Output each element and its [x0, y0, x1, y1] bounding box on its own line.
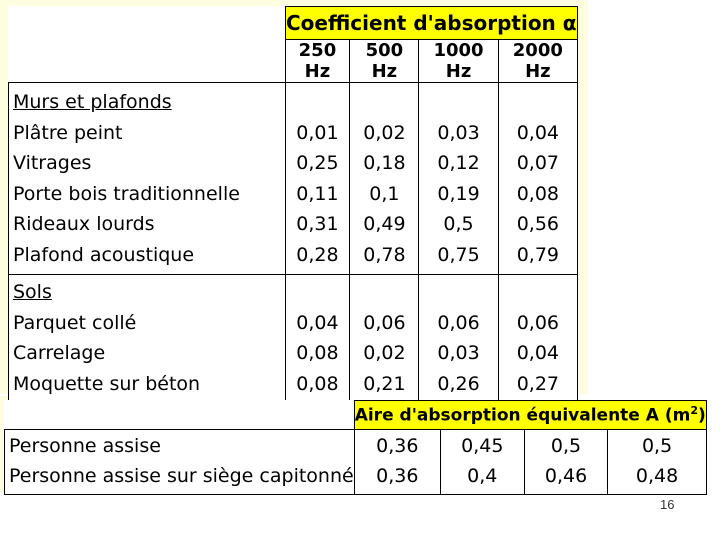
- col-500-floors: [350, 275, 419, 404]
- cell-value: 0,25: [296, 152, 339, 174]
- section-title: Murs et plafonds: [13, 91, 172, 113]
- cell-value: 0,49: [363, 213, 406, 235]
- cell-value: 0,06: [363, 311, 406, 334]
- row-label: Moquette sur béton: [13, 372, 201, 395]
- cell-value: 0,12: [437, 152, 480, 174]
- cell-value: 0,19: [437, 182, 480, 205]
- absorption-coefficient-table: [8, 6, 578, 404]
- cell-value: 0,04: [516, 121, 559, 144]
- row-label: Plafond acoustique: [13, 243, 195, 266]
- page-number: 16: [660, 497, 675, 512]
- header-text: Aire d'absorption équivalente A (m: [354, 405, 691, 426]
- cell-value: 0,18: [363, 152, 406, 174]
- persons-labels: [5, 429, 355, 494]
- cell-value: 0,36: [376, 434, 419, 457]
- cell-value: 0,46: [544, 465, 588, 487]
- freq-1000: 1000 Hz: [419, 40, 498, 83]
- row-label: Personne assise sur siège capitonné: [9, 465, 354, 487]
- cell-value: 0,08: [516, 182, 559, 205]
- cell-value: 0,5: [641, 434, 673, 457]
- col-1000-persons: [524, 429, 608, 494]
- freq-2000: 2000 Hz: [498, 40, 577, 83]
- cell-value: 0,02: [363, 342, 406, 364]
- equivalent-absorption-table: [4, 400, 707, 495]
- cell-value: 0,31: [296, 213, 339, 235]
- cell-value: 0,01: [296, 121, 339, 144]
- cell-value: 0,04: [516, 342, 559, 364]
- header-superscript: 2: [690, 403, 698, 417]
- col-250-floors: [285, 275, 350, 404]
- col-1000-walls: [419, 83, 498, 275]
- cell-value: 0,06: [516, 311, 559, 334]
- col-2000-persons: [608, 429, 706, 494]
- cell-value: 0,45: [461, 434, 504, 457]
- col-250-walls: [285, 83, 350, 275]
- row-label: Plâtre peint: [13, 121, 123, 144]
- header-close: ): [697, 405, 706, 426]
- row-label: Carrelage: [13, 342, 106, 364]
- row-label: Porte bois traditionnelle: [13, 182, 240, 205]
- cell-value: 0,5: [443, 213, 474, 235]
- col-500-persons: [440, 429, 524, 494]
- freq-500: 500 Hz: [350, 40, 419, 83]
- coefficient-header: Coefficient d'absorption α: [285, 7, 577, 40]
- cell-value: 0,06: [437, 311, 480, 334]
- row-label: Rideaux lourds: [13, 213, 155, 235]
- row-label: Parquet collé: [13, 311, 137, 334]
- freq-250: 250 Hz: [285, 40, 350, 83]
- cell-value: 0,36: [376, 465, 419, 487]
- cell-value: 0,02: [363, 121, 406, 144]
- col-2000-walls: [498, 83, 577, 275]
- cell-value: 0,11: [296, 182, 339, 205]
- col-250-persons: [354, 429, 440, 494]
- cell-value: 0,56: [516, 213, 559, 235]
- section-floors-labels: [9, 275, 286, 404]
- cell-value: 0,27: [516, 372, 559, 395]
- row-label: Vitrages: [13, 152, 92, 174]
- col-500-walls: [350, 83, 419, 275]
- cell-value: 0,1: [369, 182, 400, 205]
- cell-value: 0,75: [437, 243, 480, 266]
- section-title: Sols: [13, 281, 52, 303]
- cell-value: 0,21: [363, 372, 406, 395]
- absorption-area-header: [354, 401, 706, 430]
- cell-value: 0,4: [467, 465, 498, 487]
- cell-value: 0,5: [550, 434, 582, 457]
- cell-value: 0,08: [296, 372, 339, 395]
- cell-value: 0,78: [363, 243, 406, 266]
- col-1000-floors: [419, 275, 498, 404]
- cell-value: 0,28: [296, 243, 339, 266]
- cell-value: 0,07: [516, 152, 559, 174]
- cell-value: 0,04: [296, 311, 339, 334]
- cell-value: 0,03: [437, 342, 480, 364]
- section-walls-labels: [9, 83, 286, 275]
- cell-value: 0,26: [437, 372, 480, 395]
- col-2000-floors: [498, 275, 577, 404]
- cell-value: 0,08: [296, 342, 339, 364]
- cell-value: 0,48: [635, 465, 679, 487]
- cell-value: 0,79: [516, 243, 559, 266]
- row-label: Personne assise: [9, 434, 161, 457]
- cell-value: 0,03: [437, 121, 480, 144]
